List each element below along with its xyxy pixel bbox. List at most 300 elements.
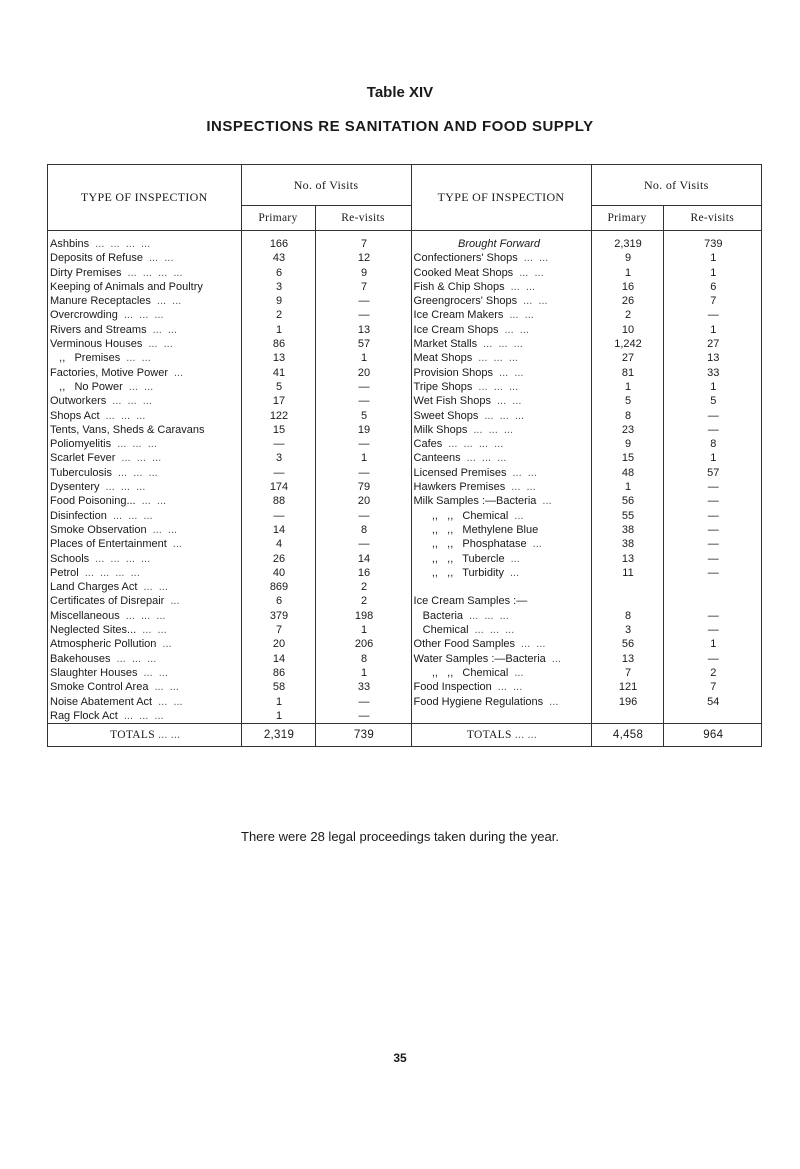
left-primary-value: 15 xyxy=(241,423,315,437)
right-leader-dots: ... ... xyxy=(509,309,534,322)
left-type-label: ,, Premises xyxy=(50,352,121,365)
left-primary-value: — xyxy=(241,437,315,451)
right-type-label: Tripe Shops xyxy=(413,380,473,393)
left-revisits-value: — xyxy=(315,437,411,451)
left-revisits-value: 20 xyxy=(315,494,411,508)
right-inspection-type xyxy=(411,451,591,465)
totals-row xyxy=(48,724,761,747)
right-inspection-type xyxy=(411,637,591,651)
right-total-revisits: 964 xyxy=(663,724,761,747)
left-revisits-value: 198 xyxy=(315,609,411,623)
left-inspection-type xyxy=(48,652,241,666)
table-row xyxy=(48,351,761,365)
left-primary-value: 14 xyxy=(241,652,315,666)
right-inspection-type xyxy=(411,480,591,494)
table-row xyxy=(48,609,761,623)
left-revisits-value: 5 xyxy=(315,409,411,423)
left-inspection-type xyxy=(48,451,241,465)
left-type-label: Dysentery xyxy=(50,481,100,494)
left-primary-value: 6 xyxy=(241,594,315,608)
left-type-label: Noise Abatement Act xyxy=(50,695,153,708)
left-revisits-value: 7 xyxy=(315,231,411,252)
table-row xyxy=(48,537,761,551)
left-revisits-value: 16 xyxy=(315,566,411,580)
left-primary-value: 58 xyxy=(241,680,315,694)
right-revisits-value: 1 xyxy=(663,380,761,394)
left-primary-value: 2 xyxy=(241,308,315,322)
right-type-label: Chemical xyxy=(413,624,469,637)
right-inspection-type xyxy=(411,623,591,637)
right-inspection-type xyxy=(411,308,591,322)
left-type-label: Overcrowding xyxy=(50,309,118,322)
right-revisits-value: — xyxy=(663,423,761,437)
right-leader-dots: ... xyxy=(514,666,524,679)
right-inspection-type xyxy=(411,523,591,537)
right-revisits-value: 8 xyxy=(663,437,761,451)
right-leader-dots: ... ... ... xyxy=(478,352,518,365)
right-inspection-type xyxy=(411,409,591,423)
table-row xyxy=(48,394,761,408)
right-revisits-value: — xyxy=(663,509,761,523)
left-leader-dots: ... ... ... xyxy=(105,409,146,422)
left-leader-dots: ... ... ... xyxy=(105,481,146,494)
left-primary-value: 4 xyxy=(241,537,315,551)
right-type-header: TYPE OF INSPECTION xyxy=(411,165,591,231)
table-row xyxy=(48,451,761,465)
left-type-label: Food Poisoning... xyxy=(50,495,136,508)
right-type-label: ,, ,, Chemical xyxy=(413,509,509,522)
left-leader-dots: ... ... xyxy=(148,338,173,351)
left-inspection-type xyxy=(48,709,241,724)
table-row xyxy=(48,480,761,494)
right-primary-value: 8 xyxy=(591,609,663,623)
right-leader-dots: ... ... xyxy=(499,366,524,379)
left-leader-dots: ... ... ... xyxy=(117,466,158,479)
left-leader-dots: ... ... ... ... xyxy=(95,552,151,565)
table-row xyxy=(48,423,761,437)
left-type-label: Rivers and Streams xyxy=(50,323,147,336)
left-inspection-type xyxy=(48,666,241,680)
right-type-label: ,, ,, Phosphatase xyxy=(413,538,527,551)
right-revisits-value: — xyxy=(663,308,761,322)
left-inspection-type xyxy=(48,580,241,594)
left-primary-value: 13 xyxy=(241,351,315,365)
page-number: 35 xyxy=(393,1051,407,1065)
left-leader-dots: ... xyxy=(170,595,180,608)
right-inspection-type xyxy=(411,380,591,394)
right-primary-value: 38 xyxy=(591,523,663,537)
left-primary-value: 6 xyxy=(241,266,315,280)
left-revisits-value: 7 xyxy=(315,280,411,294)
left-revisits-value: — xyxy=(315,394,411,408)
right-primary-value: 1,242 xyxy=(591,337,663,351)
right-revisits-value xyxy=(663,580,761,594)
left-type-label: Miscellaneous xyxy=(50,609,120,622)
right-primary-value: 23 xyxy=(591,423,663,437)
right-inspection-type xyxy=(411,594,591,608)
right-primary-value: 48 xyxy=(591,466,663,480)
right-revisits-value: 7 xyxy=(663,680,761,694)
table-row xyxy=(48,709,761,724)
right-type-label: Canteens xyxy=(413,452,461,465)
left-total-revisits: 739 xyxy=(315,724,411,747)
right-revisits-value: 57 xyxy=(663,466,761,480)
right-type-label: Market Stalls xyxy=(413,338,478,351)
right-type-label: Bacteria xyxy=(413,609,464,622)
table-row xyxy=(48,409,761,423)
left-leader-dots: ... ... xyxy=(152,323,178,336)
right-revisits-value: 2 xyxy=(663,666,761,680)
left-type-label: Slaughter Houses xyxy=(50,666,138,679)
right-primary-value: 10 xyxy=(591,323,663,337)
left-revisits-value: 12 xyxy=(315,251,411,265)
right-type-label: Confectioners' Shops xyxy=(413,252,518,265)
left-inspection-type xyxy=(48,537,241,551)
left-inspection-type xyxy=(48,609,241,623)
right-inspection-type xyxy=(411,294,591,308)
right-revisits-value: — xyxy=(663,566,761,580)
left-primary-value: 88 xyxy=(241,494,315,508)
right-revisits-value: — xyxy=(663,494,761,508)
table-row xyxy=(48,637,761,651)
right-type-label: Brought Forward xyxy=(458,238,540,250)
left-primary-value: 41 xyxy=(241,366,315,380)
left-type-label: Tuberculosis xyxy=(50,466,112,479)
left-inspection-type xyxy=(48,409,241,423)
left-revisits-value: 2 xyxy=(315,580,411,594)
table-row xyxy=(48,494,761,508)
right-inspection-type xyxy=(411,231,591,252)
right-leader-dots: ... ... ... xyxy=(466,452,507,465)
left-inspection-type xyxy=(48,695,241,709)
right-leader-dots: ... ... xyxy=(497,681,523,694)
table-row xyxy=(48,308,761,322)
right-primary-value: 56 xyxy=(591,637,663,651)
left-leader-dots: ... ... ... xyxy=(123,709,164,722)
left-primary-value: 3 xyxy=(241,451,315,465)
right-primary-value: 1 xyxy=(591,480,663,494)
right-revisits-value: 739 xyxy=(663,231,761,252)
left-visits-header: No. of Visits xyxy=(241,165,411,206)
right-leader-dots: ... xyxy=(549,695,559,708)
left-inspection-type xyxy=(48,394,241,408)
right-inspection-type xyxy=(411,680,591,694)
right-primary-value: 3 xyxy=(591,623,663,637)
left-inspection-type xyxy=(48,680,241,694)
right-leader-dots: ... ... xyxy=(496,395,522,408)
right-inspection-type xyxy=(411,609,591,623)
table-row xyxy=(48,280,761,294)
left-leader-dots: ... ... xyxy=(143,581,168,594)
table-row xyxy=(48,680,761,694)
right-type-label: Meat Shops xyxy=(413,352,473,365)
right-primary-value: 11 xyxy=(591,566,663,580)
left-leader-dots: ... ... xyxy=(141,495,167,508)
footnote: There were 28 legal proceedings taken during the year. xyxy=(241,829,559,844)
table-row xyxy=(48,466,761,480)
right-inspection-type xyxy=(411,437,591,451)
inspections-table xyxy=(47,164,762,747)
right-primary-value: 2,319 xyxy=(591,231,663,252)
left-primary-value: 7 xyxy=(241,623,315,637)
right-leader-dots: ... ... ... xyxy=(484,409,525,422)
left-revisits-value: 2 xyxy=(315,594,411,608)
table-row xyxy=(48,552,761,566)
left-leader-dots: ... ... xyxy=(156,295,182,308)
right-revisits-value: 5 xyxy=(663,394,761,408)
left-primary-value: — xyxy=(241,466,315,480)
left-type-label: Smoke Observation xyxy=(50,523,147,536)
left-revisits-value: 79 xyxy=(315,480,411,494)
left-revisits-value: 8 xyxy=(315,652,411,666)
left-primary-value: 86 xyxy=(241,666,315,680)
right-leader-dots: ... xyxy=(542,495,552,508)
left-inspection-type xyxy=(48,637,241,651)
right-primary-value: 5 xyxy=(591,394,663,408)
left-primary-value: 20 xyxy=(241,637,315,651)
right-type-label: ,, ,, Tubercle xyxy=(413,552,505,565)
left-revisits-value: — xyxy=(315,509,411,523)
right-revisits-value: 27 xyxy=(663,337,761,351)
right-type-label: Fish & Chip Shops xyxy=(413,280,505,293)
left-inspection-type xyxy=(48,494,241,508)
left-type-label: Dirty Premises xyxy=(50,266,122,279)
right-leader-dots: ... ... ... xyxy=(474,624,515,637)
right-inspection-type xyxy=(411,537,591,551)
right-revisits-value: 7 xyxy=(663,294,761,308)
right-revisits-value: — xyxy=(663,523,761,537)
right-primary-value: 15 xyxy=(591,451,663,465)
right-leader-dots: ... ... ... xyxy=(469,609,509,622)
left-revisits-value: 1 xyxy=(315,623,411,637)
left-revisits-value: — xyxy=(315,294,411,308)
left-leader-dots: ... ... ... ... xyxy=(84,566,140,579)
right-revisits-value: 1 xyxy=(663,451,761,465)
left-revisits-value: — xyxy=(315,695,411,709)
left-type-header: TYPE OF INSPECTION xyxy=(48,165,241,231)
left-leader-dots: ... ... ... xyxy=(117,438,157,451)
right-inspection-type xyxy=(411,251,591,265)
left-inspection-type xyxy=(48,523,241,537)
table-body xyxy=(48,231,761,724)
right-primary-value: 13 xyxy=(591,552,663,566)
left-type-label: Neglected Sites... xyxy=(50,624,137,637)
left-type-label: Outworkers xyxy=(50,395,107,408)
table-row xyxy=(48,323,761,337)
table-row xyxy=(48,580,761,594)
right-type-label: Ice Cream Makers xyxy=(413,309,504,322)
left-leader-dots: ... xyxy=(173,366,184,379)
right-inspection-type xyxy=(411,351,591,365)
left-revisits-value: 20 xyxy=(315,366,411,380)
left-inspection-type xyxy=(48,351,241,365)
right-type-label: ,, ,, Chemical xyxy=(413,666,509,679)
right-leader-dots: ... ... xyxy=(521,638,546,651)
left-leader-dots: ... ... xyxy=(143,666,168,679)
right-type-label: Other Food Samples xyxy=(413,638,516,651)
table-row xyxy=(48,266,761,280)
left-inspection-type xyxy=(48,266,241,280)
right-leader-dots: ... ... xyxy=(504,323,529,336)
right-primary-value: 9 xyxy=(591,437,663,451)
left-inspection-type xyxy=(48,337,241,351)
left-inspection-type xyxy=(48,366,241,380)
left-type-label: Rag Flock Act xyxy=(50,709,118,722)
right-totals-label: TOTALS ... ... xyxy=(411,724,591,747)
right-primary-value xyxy=(591,594,663,608)
right-revisits-value: 1 xyxy=(663,637,761,651)
right-primary-value: 9 xyxy=(591,251,663,265)
left-primary-value: 122 xyxy=(241,409,315,423)
right-revisits-value: — xyxy=(663,552,761,566)
left-inspection-type xyxy=(48,308,241,322)
left-leader-dots: ... ... xyxy=(148,252,174,265)
right-visits-header: No. of Visits xyxy=(591,165,761,206)
left-primary-value: 26 xyxy=(241,552,315,566)
left-leader-dots: ... xyxy=(162,638,172,651)
right-inspection-type xyxy=(411,666,591,680)
right-inspection-type xyxy=(411,423,591,437)
right-type-label: Milk Shops xyxy=(413,423,468,436)
left-leader-dots: ... ... ... xyxy=(123,309,164,322)
right-type-label: Ice Cream Shops xyxy=(413,323,499,336)
left-revisits-value: 1 xyxy=(315,666,411,680)
left-primary-value: 9 xyxy=(241,294,315,308)
left-primary-value: 14 xyxy=(241,523,315,537)
left-type-label: Shops Act xyxy=(50,409,100,422)
right-revisits-value xyxy=(663,709,761,724)
right-inspection-type xyxy=(411,466,591,480)
left-inspection-type xyxy=(48,294,241,308)
left-leader-dots: ... ... xyxy=(142,624,167,637)
left-revisits-value: 33 xyxy=(315,680,411,694)
left-inspection-type xyxy=(48,437,241,451)
right-leader-dots: ... ... xyxy=(511,481,536,494)
left-type-label: Tents, Vans, Sheds & Caravans xyxy=(50,423,205,436)
right-primary-value: 81 xyxy=(591,366,663,380)
table-row xyxy=(48,366,761,380)
left-type-label: ,, No Power xyxy=(50,380,123,393)
right-revisits-value: 13 xyxy=(663,351,761,365)
right-revisits-header: Re-visits xyxy=(663,206,761,231)
right-inspection-type xyxy=(411,394,591,408)
left-type-label: Disinfection xyxy=(50,509,107,522)
left-primary-value: 1 xyxy=(241,695,315,709)
right-leader-dots: ... ... ... xyxy=(478,380,519,393)
right-primary-value: 55 xyxy=(591,509,663,523)
right-type-label: Cooked Meat Shops xyxy=(413,266,514,279)
right-leader-dots: ... ... xyxy=(512,466,537,479)
right-primary-value: 1 xyxy=(591,380,663,394)
right-revisits-value: 1 xyxy=(663,266,761,280)
right-primary-value: 16 xyxy=(591,280,663,294)
right-inspection-type xyxy=(411,280,591,294)
table-row xyxy=(48,380,761,394)
left-leader-dots: ... ... ... ... xyxy=(127,266,183,279)
left-leader-dots: ... ... xyxy=(158,695,183,708)
table-row xyxy=(48,337,761,351)
left-inspection-type xyxy=(48,231,241,252)
left-revisits-value: — xyxy=(315,709,411,724)
right-type-label: Water Samples :—Bacteria xyxy=(413,652,546,665)
left-inspection-type xyxy=(48,466,241,480)
left-primary-value: 379 xyxy=(241,609,315,623)
left-leader-dots: ... ... ... xyxy=(116,652,157,665)
right-type-label: Provision Shops xyxy=(413,366,494,379)
table-label: Table XIV xyxy=(366,84,434,101)
left-leader-dots: ... ... ... ... xyxy=(95,238,151,250)
right-type-label: ,, ,, Turbidity xyxy=(413,566,504,579)
right-leader-dots: ... ... xyxy=(510,280,536,293)
left-leader-dots: ... ... ... xyxy=(112,395,152,408)
left-inspection-type xyxy=(48,594,241,608)
table-row xyxy=(48,695,761,709)
right-leader-dots: ... xyxy=(514,509,524,522)
left-type-label: Certificates of Disrepair xyxy=(50,595,165,608)
left-leader-dots: ... ... xyxy=(126,352,151,365)
table-row xyxy=(48,294,761,308)
table-row xyxy=(48,623,761,637)
right-revisits-value: 1 xyxy=(663,323,761,337)
left-inspection-type xyxy=(48,552,241,566)
left-revisits-value: 206 xyxy=(315,637,411,651)
right-revisits-value: — xyxy=(663,652,761,666)
right-primary-value xyxy=(591,580,663,594)
left-type-label: Places of Entertainment xyxy=(50,538,167,551)
left-type-label: Scarlet Fever xyxy=(50,452,116,465)
left-leader-dots: ... ... ... xyxy=(112,509,153,522)
right-inspection-type xyxy=(411,566,591,580)
left-revisits-value: — xyxy=(315,380,411,394)
left-leader-dots: ... ... ... xyxy=(125,609,166,622)
left-leader-dots: ... ... xyxy=(152,523,178,536)
left-inspection-type xyxy=(48,566,241,580)
left-primary-value: 3 xyxy=(241,280,315,294)
right-inspection-type xyxy=(411,323,591,337)
right-primary-value xyxy=(591,709,663,724)
right-type-label: Ice Cream Samples :— xyxy=(413,595,528,608)
left-inspection-type xyxy=(48,480,241,494)
left-primary-value: 86 xyxy=(241,337,315,351)
right-primary-value: 196 xyxy=(591,695,663,709)
right-type-label: Cafes xyxy=(413,438,443,451)
left-primary-value: 5 xyxy=(241,380,315,394)
left-inspection-type xyxy=(48,280,241,294)
left-primary-value: 43 xyxy=(241,251,315,265)
left-leader-dots: ... xyxy=(172,538,182,551)
right-inspection-type xyxy=(411,695,591,709)
left-type-label: Ashbins xyxy=(50,238,90,250)
table-row xyxy=(48,523,761,537)
left-revisits-value: — xyxy=(315,537,411,551)
right-revisits-value: — xyxy=(663,609,761,623)
right-primary-value: 26 xyxy=(591,294,663,308)
right-revisits-value: 54 xyxy=(663,695,761,709)
right-revisits-value: 6 xyxy=(663,280,761,294)
right-type-label: Sweet Shops xyxy=(413,409,479,422)
left-type-label: Verminous Houses xyxy=(50,338,143,351)
right-type-label: Milk Samples :—Bacteria xyxy=(413,495,537,508)
right-inspection-type xyxy=(411,552,591,566)
right-leader-dots: ... xyxy=(532,538,542,551)
left-type-label: Land Charges Act xyxy=(50,581,138,594)
table-row xyxy=(48,666,761,680)
right-type-label: Hawkers Premises xyxy=(413,481,506,494)
table-row xyxy=(48,566,761,580)
left-type-label: Smoke Control Area xyxy=(50,681,149,694)
right-inspection-type xyxy=(411,580,591,594)
table-row xyxy=(48,509,761,523)
